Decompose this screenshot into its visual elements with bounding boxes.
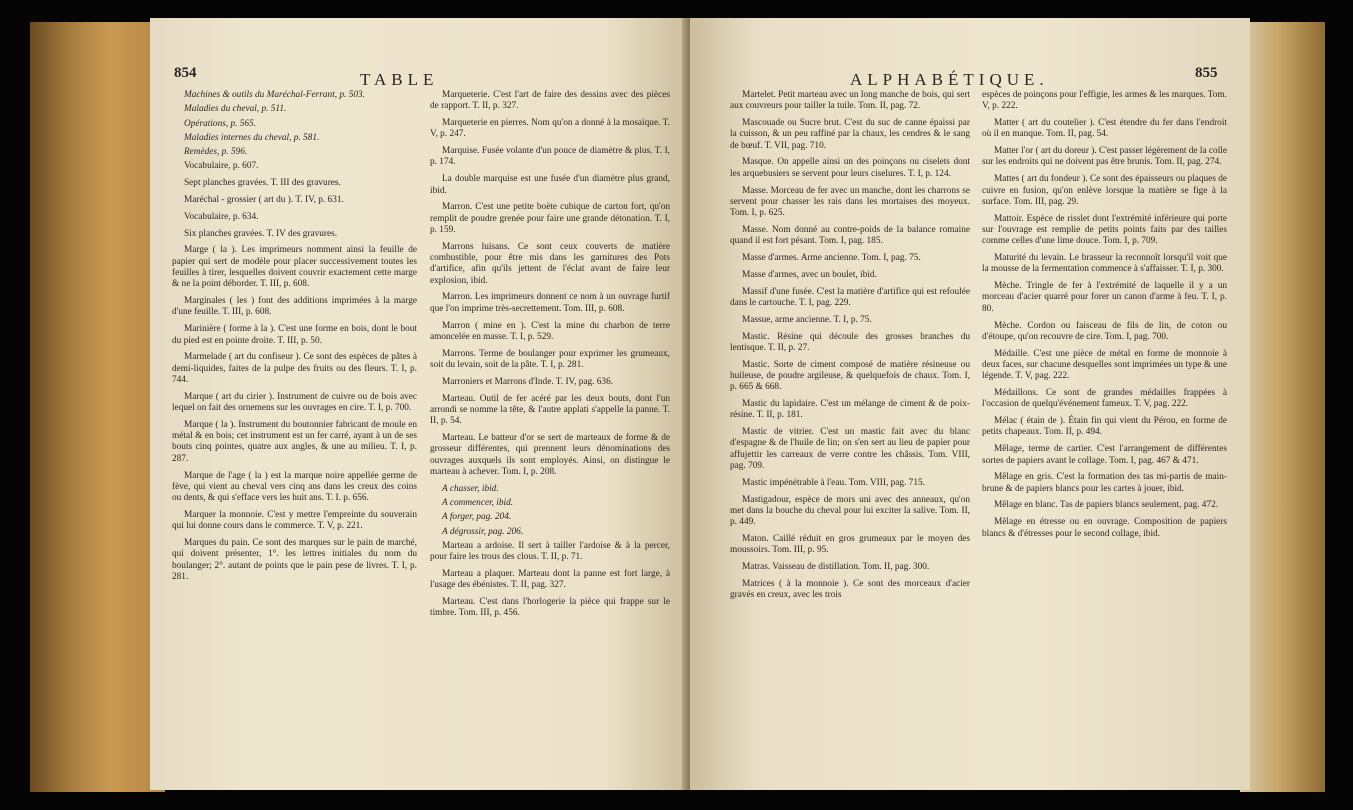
index-entry: Vocabulaire, p. 607. bbox=[184, 161, 259, 172]
running-head: TABLE bbox=[360, 70, 439, 89]
index-entry: Mastic de vitrier. C'est un mastic fait avec du blanc d'espagne & de l'huile de lin; on s'en sert au lieu de papier pour affujettir les carreaux de verre contre les châssis. Tom. VIII, pag. 709. bbox=[730, 427, 970, 472]
index-entry: A chasser, ibid. bbox=[442, 483, 499, 494]
index-entry: Marquise. Fusée volante d'un pouce de diamètre & plus. T. I, p. 174. bbox=[430, 146, 670, 168]
index-entry: Marteau. C'est dans l'horlogerie la pièce qui frappe sur le timbre. Tom. III, p. 456. bbox=[430, 596, 670, 619]
index-entry: Mèche. Tringle de fer à l'extrémité de laquelle il y a un morceau d'acier quarré pour forer un canon d'arme à feu. T. I, p. 80. bbox=[982, 281, 1227, 314]
index-entry: Mattes ( art du fondeur ). Ce sont des épaisseurs ou plaques de cuivre en fusion, qu'on enlève lorsque la matière se fige à la surface. Tom. III, pag. 29. bbox=[982, 174, 1227, 207]
index-entry: Marinière ( forme à la ). C'est une forme en bois, dont le bout du pied est en pointe droite. T. III, p. 50. bbox=[172, 324, 417, 346]
page-number: 854 bbox=[174, 65, 197, 81]
book-edge-left bbox=[30, 22, 165, 792]
index-entry: A commencer, ibid. bbox=[442, 497, 514, 508]
index-entry: Mattoir. Espèce de risslet dont l'extrémité inférieure qui porte sur l'ouvrage est remplie de petits points faits par des tailles comme celles d'une lime douce. Tom. I, p. 709. bbox=[982, 213, 1227, 247]
index-entry: Maladies du cheval, p. 511. bbox=[184, 104, 287, 115]
index-entry: Marron ( mine en ). C'est la mine du charbon de terre amoncelée en masse. T. I, p. 529. bbox=[430, 320, 670, 342]
index-entry: Mastic impénétrable à l'eau. Tom. VIII, pag. 715. bbox=[742, 477, 925, 488]
index-entry: Masse d'armes, avec un boulet, ibid. bbox=[742, 269, 877, 280]
index-entry: Marge ( la ). Les imprimeurs nomment ainsi la feuille de papier qui sert de modèle pour placer successivement toutes les feuilles à tirer, lesquelles doivent couvrir exactement cette marge & ne la point déborder. T. III, p. 608. bbox=[172, 245, 417, 290]
left-column-2 bbox=[430, 90, 670, 625]
index-entry: Médaille. C'est une pièce de métal en forme de monnoie à deux faces, sur chacune desquelles sont imprimées un type & une légende. T. V, pag. 222. bbox=[982, 348, 1227, 382]
index-entry: Sept planches gravées. T. III des gravures. bbox=[184, 178, 341, 189]
page-number: 855 bbox=[1195, 65, 1218, 81]
index-entry: Matras. Vaisseau de distillation. Tom. II, pag. 300. bbox=[742, 562, 930, 573]
index-entry: Maréchal - grossier ( art du ). T. IV, p. 631. bbox=[184, 195, 344, 206]
right-column-1 bbox=[730, 90, 970, 607]
index-entry: Massif d'une fusée. C'est la matière d'artifice qui est refoulée dans le cartouche. T. I, pag. 229. bbox=[730, 286, 970, 308]
index-entry: Matter l'or ( art du doreur ). C'est passer légèrement de la colle sur les endroits qui ne doivent pas être brunis. Tom. II, pag. 274. bbox=[982, 146, 1227, 168]
index-entry: Masse d'armes. Arme ancienne. Tom. I, pag. 75. bbox=[742, 253, 921, 264]
index-entry: Maladies internes du cheval, p. 581. bbox=[184, 132, 320, 143]
index-entry: Mastigadour, espèce de mors uni avec des anneaux, qu'on met dans la bouche du cheval pour lui exciter la salive. Tom. II, p. 449. bbox=[730, 494, 970, 528]
index-entry: Marqueterie en pierres. Nom qu'on a donné à la mosaïque. T. V, p. 247. bbox=[430, 118, 670, 140]
index-entry: Maturité du levain. Le brasseur la reconnoît lorsqu'il voit que la mousse de la fermentation commence à s'affaisser. T. I, p. 300. bbox=[982, 253, 1227, 275]
index-entry: Marroniers et Marrons d'Inde. T. IV, pag. 636. bbox=[442, 376, 614, 387]
index-entry: Remèdes, p. 596. bbox=[184, 147, 248, 158]
index-entry: Marrons luisans. Ce sont ceux couverts de matière combustible, pour être mis dans les garnitures des Pots d'artifice, afin qu'ils jettent de l'éclat avant de faire leur explosion, ibid. bbox=[430, 241, 670, 286]
index-entry: Mascouade ou Sucre brut. C'est du suc de canne épaissi par la cuisson, & un peu raffiné par la chaux, les cendres & le sang de bœuf. T. VII, pag. 710. bbox=[730, 118, 970, 151]
index-entry: Marginales ( les ) font des additions imprimées à la marge d'une feuille. T. III, p. 608. bbox=[172, 296, 417, 318]
index-entry: Marque ( art du cirier ). Instrument de cuivre ou de bois avec lequel on fait des ornemens sur les ouvrages en cire. T. I, p. 700. bbox=[172, 391, 417, 414]
index-entry: Opérations, p. 565. bbox=[184, 118, 257, 129]
index-entry: Marque de l'age ( la ) est la marque noire appellée germe de fève, qui vient au cheval vers cinq ans dans les creux des coins ou dents, & qui s'efface vers les huit ans. T. I. p. 656. bbox=[172, 470, 417, 504]
index-entry: La double marquise est une fusée d'un diamètre plus grand, ibid. bbox=[430, 174, 670, 196]
index-entry: Mastic. Sorte de ciment composé de matière résineuse ou huileuse, de poudre argileuse, & quelquefois de chaux. Tom. I, p. 665 & 668. bbox=[730, 359, 970, 393]
index-entry: Marquer la monnoie. C'est y mettre l'empreinte du souverain qui lui donne cours dans le commerce. T. V, p. 221. bbox=[172, 509, 417, 532]
index-entry: Marques du pain. Ce sont des marques sur le pain de marché, qui doivent présenter, 1°. les lettres initiales du nom du boulanger; 2°. autant de points que le pain pese de livres. T. I, p. 281. bbox=[172, 538, 417, 582]
index-entry: Marron. C'est une petite boëte cubique de carton fort, qu'on remplit de poudre grenée pour faire une grande détonation. T. I, p. 159. bbox=[430, 202, 670, 235]
index-entry: Masse. Morceau de fer avec un manche, dont les charrons se servent pour chasser les rais dans les mortaises des moyeux. Tom. I, p. 625. bbox=[730, 185, 970, 219]
index-entry: Massue, arme ancienne. T. I, p. 75. bbox=[742, 314, 872, 325]
index-entry: Masse. Nom donné au contre-poids de la balance romaine quand il est fort pésant. Tom. I, pag. 185. bbox=[730, 224, 970, 247]
index-entry: Marqueterie. C'est l'art de faire des dessins avec des pièces de rapport. T. II, p. 327. bbox=[430, 90, 670, 112]
index-entry: Six planches gravées. T. IV des gravures. bbox=[184, 228, 338, 239]
index-entry: Mélac ( étain de ). Étain fin qui vient du Pérou, en forme de petits chapeaux. Tom. II, p. 494. bbox=[982, 416, 1227, 438]
index-entry: Matter ( art du coutelier ). C'est étendre du fer dans l'endroit où il en manque. Tom. II, pag. 54. bbox=[982, 118, 1227, 140]
running-head: ALPHABÉTIQUE. bbox=[850, 70, 1049, 89]
index-entry: Marrons. Terme de boulanger pour exprimer les grumeaux, soit du levain, soit de la pâte. T. I, p. 281. bbox=[430, 348, 670, 370]
index-entry: Mêlage en blanc. Tas de papiers blancs seulement, pag. 472. bbox=[994, 500, 1219, 511]
index-entry: Marque ( la ). Instrument du boutonnier fabricant de moule en métal & en bois; cet instrument est un fer carré, ayant à un de ses bouts cinq pointes, quatre aux angles, & une au milieu. T. I, p. 287. bbox=[172, 419, 417, 464]
index-entry: Mêlage en étresse ou en ouvrage. Composition de papiers blancs & d'étresses pour le second collage, ibid. bbox=[982, 517, 1227, 539]
index-entry: Mèche. Cordon ou faisceau de fils de lin, de coton ou d'étoupe, qu'on recouvre de cire. Tom. I, pag. 700. bbox=[982, 320, 1227, 342]
index-entry: Marteau a plaquer. Marteau dont la panne est fort large, à l'usage des ébénistes. T. II, pag. 327. bbox=[430, 568, 670, 591]
index-entry: Mastic. Résine qui découle des grosses branches du lentisque. T. II, p. 27. bbox=[730, 331, 970, 353]
index-entry: Mastic du lapidaire. C'est un mélange de ciment & de poix-résine. T. II, p. 181. bbox=[730, 399, 970, 421]
index-entry: Marmelade ( art du confiseur ). Ce sont des espèces de pâtes à demi-liquides, faites de la pulpe des fruits ou des fleurs. T. I, p. 744. bbox=[172, 352, 417, 385]
book-edge-right bbox=[1240, 22, 1325, 792]
index-entry: Matrices ( à la monnoie ). Ce sont des morceaux d'acier gravés en creux, avec les trois bbox=[730, 578, 970, 601]
index-entry: A forger, pag. 204. bbox=[442, 512, 512, 523]
index-entry: espèces de poinçons pour l'effigie, les armes & les marques. Tom. V, p. 222. bbox=[982, 90, 1227, 112]
right-page bbox=[690, 18, 1250, 790]
index-entry: Maton. Caillé réduit en gros grumeaux par le moyen des moussoirs. Tom. III, p. 95. bbox=[730, 534, 970, 556]
index-entry: Mêlage en gris. C'est la formation des tas mi-partis de main-brune & de papiers blancs pour les cartes à jouer, ibid. bbox=[982, 472, 1227, 494]
index-entry: Marron. Les imprimeurs donnent ce nom à un ouvrage furtif que l'on imprime très-secrettement. Tom. III, p. 608. bbox=[430, 292, 670, 314]
index-entry: Marteau. Le batteur d'or se sert de marteaux de forme & de grosseur différentes, qui prennent leurs dénominations des ouvrages auxquels ils sont employés. Ainsi, on distingue le marteau à achever. Tom. I, p. 208. bbox=[430, 432, 670, 477]
index-entry: Vocabulaire, p. 634. bbox=[184, 211, 259, 222]
index-entry: Marteau a ardoise. Il sert à tailler l'ardoise & à la percer, pour faire les trous des clous. T. II, p. 71. bbox=[430, 540, 670, 563]
index-entry: Martelet. Petit marteau avec un long manche de bois, qui sert aux couvreurs pour tailler la tuile. Tom. II, pag. 72. bbox=[730, 90, 970, 112]
left-page bbox=[150, 18, 685, 790]
left-column-1 bbox=[172, 90, 417, 589]
index-entry: Mêlage, terme de cartier. C'est l'arrangement de différentes sortes de papiers avant le collage. Tom. I, pag. 467 & 471. bbox=[982, 444, 1227, 466]
right-column-2 bbox=[982, 90, 1227, 545]
index-entry: Marteau. Outil de fer acéré par les deux bouts, dont l'un arrondi se nomme la tête, & l'autre applati s'appelle la panne. T. II, p. 54. bbox=[430, 393, 670, 427]
index-entry: Médaillons. Ce sont de grandes médailles frappées à l'occasion de quelqu'événement fameux. T. V, pag. 222. bbox=[982, 388, 1227, 410]
index-entry: Masque. On appelle ainsi un des poinçons ou ciselets dont les arquebusiers se servent pour leurs ciselures. T. I, p. 124. bbox=[730, 157, 970, 179]
index-entry: A dégrossir, pag. 206. bbox=[442, 526, 524, 537]
index-entry: Machines & outils du Maréchal-Ferrant, p. 503. bbox=[184, 90, 366, 100]
